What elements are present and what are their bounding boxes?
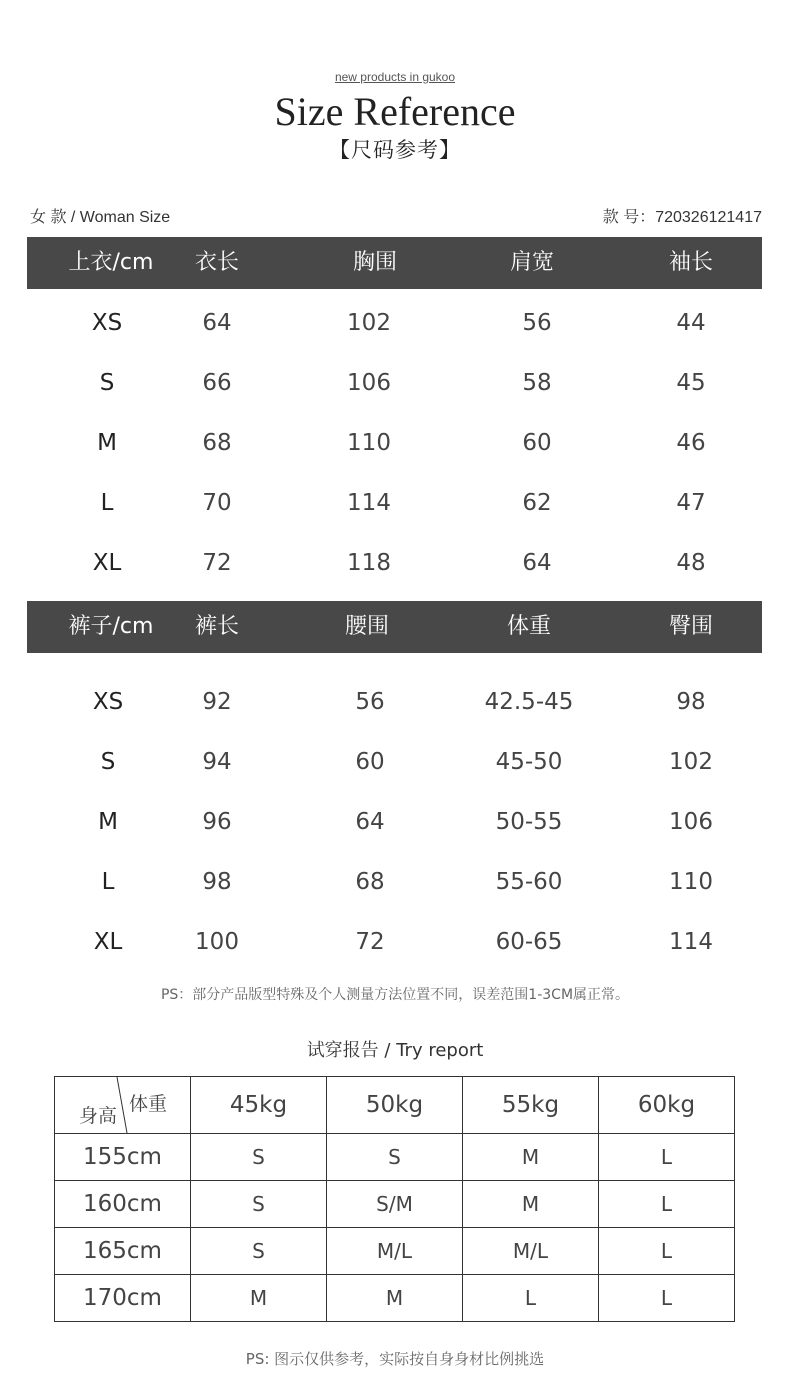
size-cell: M [97,430,117,456]
value-cell: 118 [347,550,391,576]
table-row [55,1134,735,1181]
header-cell: 臀围 [668,614,714,639]
size-cell: L [101,869,115,895]
corner-label-height: 身高 [79,1105,118,1127]
size-cell: XL [92,550,122,576]
value-cell: 55-60 [495,869,563,895]
size-cell: S [327,1134,463,1181]
try-report-note: PS: 图示仅供参考，实际按自身身材比例挑选 [245,1350,545,1368]
value-cell: 102 [669,749,713,775]
height-cell: 170cm [55,1275,191,1322]
top-table-header [27,237,762,289]
size-cell: S [100,749,116,775]
height-cell: 160cm [55,1181,191,1228]
size-cell: S [99,370,115,396]
size-cell: S [191,1228,327,1275]
header-cell: 裤长 [194,614,240,639]
size-cell: L [599,1181,735,1228]
table-row [55,1275,735,1322]
value-cell: 106 [347,370,391,396]
size-cell: L [599,1134,735,1181]
measurement-note: PS：部分产品版型特殊及个人测量方法位置不同，误差范围1-3CM属正常。 [160,987,630,1003]
weight-header: 45kg [191,1077,327,1134]
value-cell: 64 [202,310,232,336]
value-cell: 106 [669,809,713,835]
subtitle-en: new products in gukoo [334,70,456,84]
value-cell: 64 [355,809,385,835]
size-cell: M/L [463,1228,599,1275]
style-number: 款 号：720326121417 [602,209,762,226]
corner-label-weight: 体重 [129,1093,168,1115]
size-cell: XL [93,929,123,955]
header-cell: 裤子/cm [68,614,154,639]
value-cell: 92 [202,689,232,715]
value-cell: 45-50 [495,749,563,775]
size-cell: XS [92,689,124,715]
size-cell: L [100,490,114,516]
size-cell: S [191,1134,327,1181]
value-cell: 64 [522,550,552,576]
size-cell: XS [91,310,123,336]
value-cell: 98 [676,689,706,715]
page-title: Size Reference [274,89,516,134]
value-cell: 42.5-45 [484,689,574,715]
size-cell: M [463,1134,599,1181]
weight-header: 55kg [463,1077,599,1134]
size-cell: M/L [327,1228,463,1275]
header-cell: 衣长 [194,250,240,275]
value-cell: 98 [202,869,232,895]
table-row [55,1181,735,1228]
pants-table-header [27,601,762,653]
table-row [55,1077,735,1134]
value-cell: 60 [522,430,552,456]
value-cell: 100 [195,929,239,955]
height-cell: 155cm [55,1134,191,1181]
size-cell: L [599,1275,735,1322]
value-cell: 60 [355,749,385,775]
value-cell: 68 [355,869,385,895]
value-cell: 60-65 [495,929,563,955]
header-cell: 腰围 [344,614,390,639]
try-report-table [54,1076,735,1322]
value-cell: 94 [202,749,232,775]
size-cell: M [463,1181,599,1228]
header-cell: 肩宽 [509,250,555,275]
header-cell: 胸围 [352,250,398,275]
value-cell: 56 [355,689,385,715]
value-cell: 66 [202,370,232,396]
header-cell: 袖长 [668,250,714,275]
value-cell: 56 [522,310,552,336]
value-cell: 72 [355,929,385,955]
size-cell: S [191,1181,327,1228]
corner-cell [55,1077,191,1134]
size-cell: L [463,1275,599,1322]
value-cell: 110 [669,869,713,895]
value-cell: 72 [202,550,232,576]
weight-header: 60kg [599,1077,735,1134]
header-cell: 体重 [506,614,552,639]
value-cell: 48 [676,550,706,576]
value-cell: 58 [522,370,552,396]
size-cell: M [98,809,118,835]
value-cell: 110 [347,430,391,456]
size-cell: M [327,1275,463,1322]
size-cell: L [599,1228,735,1275]
value-cell: 45 [676,370,706,396]
height-cell: 165cm [55,1228,191,1275]
page-subtitle-cn: 【尺码参考】 [329,138,461,162]
value-cell: 70 [202,490,232,516]
value-cell: 102 [347,310,391,336]
header-cell: 上衣/cm [68,250,154,275]
table-row [55,1228,735,1275]
weight-header: 50kg [327,1077,463,1134]
value-cell: 62 [522,490,552,516]
value-cell: 47 [676,490,706,516]
diagonal-line [55,1077,190,1133]
style-label: 女 款 / Woman Size [30,209,171,226]
value-cell: 46 [676,430,706,456]
value-cell: 114 [669,929,713,955]
size-cell: S/M [327,1181,463,1228]
try-report-title: 试穿报告 / Try report [306,1040,484,1061]
value-cell: 50-55 [495,809,563,835]
value-cell: 44 [676,310,706,336]
value-cell: 114 [347,490,391,516]
value-cell: 68 [202,430,232,456]
value-cell: 96 [202,809,232,835]
size-cell: M [191,1275,327,1322]
